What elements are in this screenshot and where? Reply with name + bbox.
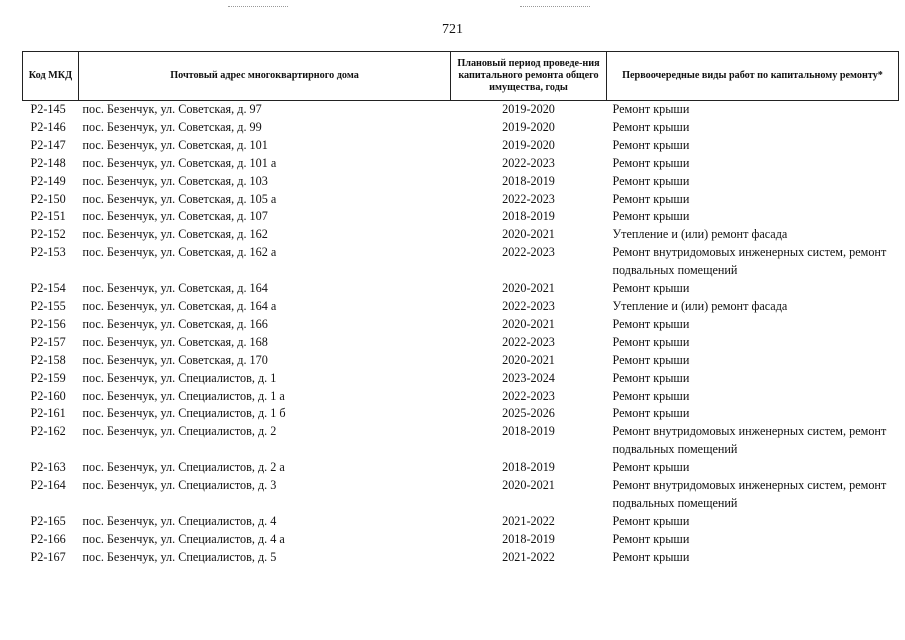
table-row	[23, 513, 899, 531]
works-cell: Ремонт крыши	[612, 513, 690, 528]
address-cell: пос. Безенчук, ул. Советская, д. 101	[82, 137, 268, 152]
capital-repair-table	[22, 51, 899, 567]
code-cell: Р2-152	[30, 227, 66, 242]
code-cell: Р2-166	[30, 531, 66, 546]
code-cell: Р2-167	[30, 549, 66, 564]
works-cell: Ремонт крыши	[612, 388, 690, 403]
period-cell: 2020-2021	[502, 478, 555, 493]
table-row	[23, 352, 899, 370]
code-cell: Р2-154	[30, 281, 66, 296]
works-cell: Ремонт внутридомовых инженерных систем, ремонт подвальных помещений	[612, 424, 887, 457]
address-cell: пос. Безенчук, ул. Советская, д. 99	[82, 119, 262, 134]
code-cell: Р2-147	[30, 137, 66, 152]
header-works: Первоочередные виды работ по капитальному ремонту*	[607, 52, 899, 101]
code-cell: Р2-155	[30, 298, 66, 313]
address-cell: пос. Безенчук, ул. Специалистов, д. 5	[82, 549, 277, 564]
period-cell: 2019-2020	[502, 102, 555, 116]
code-cell: Р2-146	[30, 119, 66, 134]
table-row	[23, 549, 899, 567]
address-cell: пос. Безенчук, ул. Советская, д. 170	[82, 352, 268, 367]
address-cell: пос. Безенчук, ул. Специалистов, д. 4 а	[82, 531, 285, 546]
table-row	[23, 280, 899, 298]
address-cell: пос. Безенчук, ул. Советская, д. 168	[82, 334, 268, 349]
address-cell: пос. Безенчук, ул. Советская, д. 101 а	[82, 155, 277, 170]
table-row	[23, 316, 899, 334]
works-cell: Ремонт крыши	[612, 352, 690, 367]
code-cell: Р2-149	[30, 173, 66, 188]
period-cell: 2025-2026	[502, 406, 555, 421]
table-row	[23, 298, 899, 316]
period-cell: 2018-2019	[502, 424, 555, 439]
address-cell: пос. Безенчук, ул. Специалистов, д. 4	[82, 513, 277, 528]
address-cell: пос. Безенчук, ул. Советская, д. 162 а	[82, 245, 277, 260]
period-cell: 2020-2021	[502, 316, 555, 331]
code-cell: Р2-161	[30, 406, 66, 421]
works-cell: Ремонт крыши	[612, 531, 690, 546]
period-cell: 2021-2022	[502, 549, 555, 564]
code-cell: Р2-148	[30, 155, 66, 170]
address-cell: пос. Безенчук, ул. Советская, д. 162	[82, 227, 268, 242]
table-row	[23, 370, 899, 388]
period-cell: 2022-2023	[502, 191, 555, 206]
works-cell: Ремонт крыши	[612, 155, 690, 170]
code-cell: Р2-151	[30, 209, 66, 224]
works-cell: Ремонт крыши	[612, 334, 690, 349]
works-cell: Ремонт внутридомовых инженерных систем, ремонт подвальных помещений	[612, 245, 887, 278]
works-cell: Ремонт крыши	[612, 119, 690, 134]
address-cell: пос. Безенчук, ул. Специалистов, д. 3	[82, 478, 277, 493]
header-period: Плановый период проведе-ния капитального ремонта общего имущества, годы	[451, 52, 607, 101]
period-cell: 2019-2020	[502, 137, 555, 152]
table-body	[23, 101, 899, 567]
period-cell: 2022-2023	[502, 334, 555, 349]
header-code: Код МКД	[23, 52, 79, 101]
address-cell: пос. Безенчук, ул. Специалистов, д. 2	[82, 424, 277, 439]
works-cell: Ремонт крыши	[612, 191, 690, 206]
period-cell: 2022-2023	[502, 155, 555, 170]
table-row	[23, 173, 899, 191]
works-cell: Ремонт крыши	[612, 173, 690, 188]
works-cell: Ремонт крыши	[612, 102, 690, 116]
code-cell: Р2-164	[30, 478, 66, 493]
table-row	[23, 477, 899, 513]
period-cell: 2018-2019	[502, 460, 555, 475]
works-cell: Ремонт крыши	[612, 137, 690, 152]
period-cell: 2021-2022	[502, 513, 555, 528]
code-cell: Р2-165	[30, 513, 66, 528]
table-header-row	[23, 52, 899, 101]
table-row	[23, 388, 899, 406]
scan-mark-left	[228, 6, 288, 8]
scan-mark-right	[520, 6, 590, 8]
code-cell: Р2-150	[30, 191, 66, 206]
table-row	[23, 155, 899, 173]
address-cell: пос. Безенчук, ул. Советская, д. 103	[82, 173, 268, 188]
works-cell: Утепление и (или) ремонт фасада	[612, 227, 788, 242]
period-cell: 2018-2019	[502, 209, 555, 224]
address-cell: пос. Безенчук, ул. Специалистов, д. 1 б	[82, 406, 286, 421]
address-cell: пос. Безенчук, ул. Специалистов, д. 2 а	[82, 460, 285, 475]
address-cell: пос. Безенчук, ул. Советская, д. 107	[82, 209, 268, 224]
code-cell: Р2-160	[30, 388, 66, 403]
period-cell: 2023-2024	[502, 370, 555, 385]
code-cell: Р2-156	[30, 316, 66, 331]
code-cell: Р2-158	[30, 352, 66, 367]
code-cell: Р2-153	[30, 245, 66, 260]
period-cell: 2018-2019	[502, 173, 555, 188]
header-address: Почтовый адрес многоквартирного дома	[79, 52, 451, 101]
page-number: 721	[442, 22, 463, 37]
address-cell: пос. Безенчук, ул. Специалистов, д. 1	[82, 370, 277, 385]
period-cell: 2018-2019	[502, 531, 555, 546]
address-cell: пос. Безенчук, ул. Советская, д. 97	[82, 102, 262, 116]
works-cell: Ремонт крыши	[612, 370, 690, 385]
code-cell: Р2-162	[30, 424, 66, 439]
works-cell: Ремонт крыши	[612, 406, 690, 421]
table-row	[23, 334, 899, 352]
code-cell: Р2-163	[30, 460, 66, 475]
works-cell: Ремонт внутридомовых инженерных систем, ремонт подвальных помещений	[612, 478, 887, 510]
address-cell: пос. Безенчук, ул. Советская, д. 164 а	[82, 298, 277, 313]
table-row	[23, 191, 899, 209]
address-cell: пос. Безенчук, ул. Советская, д. 105 а	[82, 191, 277, 206]
table-row	[23, 531, 899, 549]
code-cell: Р2-159	[30, 370, 66, 385]
works-cell: Ремонт крыши	[612, 549, 690, 564]
code-cell: Р2-157	[30, 334, 66, 349]
address-cell: пос. Безенчук, ул. Специалистов, д. 1 а	[82, 388, 285, 403]
table-row	[23, 208, 899, 226]
table-row	[23, 405, 899, 423]
works-cell: Ремонт крыши	[612, 460, 690, 475]
table-row	[23, 244, 899, 280]
table-row	[23, 226, 899, 244]
table-row	[23, 423, 899, 459]
table-row	[23, 459, 899, 477]
period-cell: 2022-2023	[502, 388, 555, 403]
period-cell: 2020-2021	[502, 281, 555, 296]
works-cell: Ремонт крыши	[612, 209, 690, 224]
period-cell: 2022-2023	[502, 298, 555, 313]
period-cell: 2020-2021	[502, 227, 555, 242]
address-cell: пос. Безенчук, ул. Советская, д. 164	[82, 281, 268, 296]
address-cell: пос. Безенчук, ул. Советская, д. 166	[82, 316, 268, 331]
table-row	[23, 119, 899, 137]
table-row	[23, 137, 899, 155]
works-cell: Ремонт крыши	[612, 281, 690, 296]
period-cell: 2019-2020	[502, 119, 555, 134]
code-cell: Р2-145	[30, 102, 66, 116]
works-cell: Утепление и (или) ремонт фасада	[612, 298, 788, 313]
table-row	[23, 101, 899, 119]
period-cell: 2022-2023	[502, 245, 555, 260]
works-cell: Ремонт крыши	[612, 316, 690, 331]
period-cell: 2020-2021	[502, 352, 555, 367]
